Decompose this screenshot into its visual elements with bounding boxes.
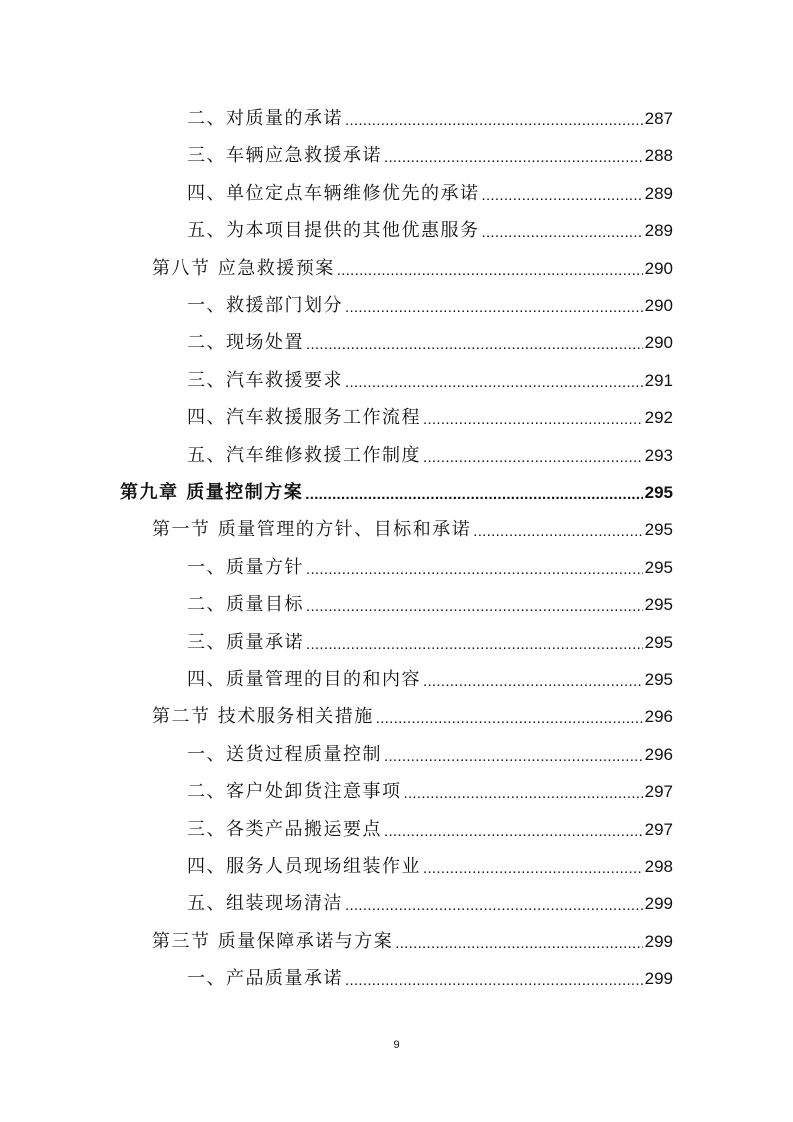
toc-item-entry[interactable] — [187, 143, 673, 169]
toc-entry-title: 三、汽车救援要求 — [187, 369, 343, 391]
toc-item-entry[interactable] — [187, 405, 673, 431]
toc-entry-title: 第八节 应急救援预案 — [152, 257, 335, 279]
toc-entry-title: 一、救援部门划分 — [187, 295, 343, 316]
toc-entry-page: 295 — [644, 483, 673, 502]
toc-entry-page: 298 — [644, 857, 673, 876]
dot-leader — [345, 895, 643, 917]
dot-leader — [473, 521, 642, 543]
page-number: 9 — [393, 1039, 400, 1051]
toc-entry-title: 第二节 技术服务相关措施 — [152, 706, 374, 728]
toc-item-entry[interactable] — [187, 181, 673, 207]
toc-item-entry[interactable] — [187, 854, 673, 880]
dot-leader — [423, 671, 643, 693]
toc-item-entry[interactable] — [187, 742, 673, 768]
toc-entry-page: 287 — [644, 109, 673, 128]
toc-entry-title: 五、为本项目提供的其他优惠服务 — [187, 220, 480, 242]
toc-entry-title: 三、质量承诺 — [187, 631, 304, 653]
toc-entry-page: 292 — [644, 408, 673, 428]
toc-entry-title: 四、单位定点车辆维修优先的承诺 — [187, 182, 480, 204]
dot-leader — [345, 372, 643, 394]
toc-entry-page: 289 — [644, 183, 673, 203]
toc-entry-title: 五、汽车维修救援工作制度 — [187, 444, 421, 466]
toc-entry-title: 二、质量目标 — [187, 594, 304, 616]
dot-leader — [305, 484, 642, 506]
toc-entry-page: 295 — [644, 557, 673, 577]
toc-section-entry[interactable] — [152, 256, 673, 282]
toc-entry-page: 295 — [644, 632, 673, 652]
toc-entry-page: 290 — [644, 296, 673, 315]
dot-leader — [404, 783, 643, 805]
toc-entry-title: 二、客户处卸货注意事项 — [187, 781, 402, 803]
toc-entry-page: 295 — [644, 670, 673, 689]
toc-entry-title: 第九章 质量控制方案 — [120, 482, 304, 503]
dot-leader — [423, 409, 643, 431]
dot-leader — [423, 858, 643, 880]
toc-entry-page: 290 — [644, 333, 673, 353]
toc-entry-page: 290 — [644, 258, 673, 278]
toc-item-entry[interactable] — [187, 368, 673, 394]
toc-item-entry[interactable] — [187, 106, 673, 132]
toc-entry-title: 五、组装现场清洁 — [187, 893, 343, 915]
toc-entry-title: 第三节 质量保障承诺与方案 — [152, 930, 394, 952]
toc-entry-page: 297 — [644, 782, 673, 802]
toc-chapter-entry[interactable] — [120, 480, 673, 506]
toc-entry-page: 289 — [644, 221, 673, 241]
toc-item-entry[interactable] — [187, 891, 673, 917]
toc-entry-title: 四、汽车救援服务工作流程 — [187, 407, 421, 429]
dot-leader — [345, 970, 643, 992]
toc-item-entry[interactable] — [187, 293, 673, 319]
toc-entry-title: 三、各类产品搬运要点 — [187, 818, 382, 840]
toc-entry-title: 二、对质量的承诺 — [187, 108, 343, 129]
toc-item-entry[interactable] — [187, 592, 673, 618]
dot-leader — [345, 110, 643, 132]
toc-entry-title: 一、质量方针 — [187, 556, 304, 578]
toc-entry-page: 299 — [644, 969, 673, 989]
dot-leader — [306, 559, 643, 581]
dot-leader — [376, 708, 643, 730]
toc-entry-title: 二、现场处置 — [187, 332, 304, 354]
toc-entry-page: 291 — [644, 370, 673, 390]
dot-leader — [395, 933, 642, 955]
toc-entry-title: 第一节 质量管理的方针、目标和承诺 — [152, 519, 472, 541]
toc-entry-page: 288 — [644, 146, 673, 166]
toc-entry-page: 295 — [644, 520, 673, 540]
toc-item-entry[interactable] — [187, 218, 673, 244]
toc-item-entry[interactable] — [187, 443, 673, 469]
dot-leader — [384, 147, 643, 169]
dot-leader — [384, 746, 643, 768]
toc-entry-page: 293 — [644, 445, 673, 465]
dot-leader — [306, 634, 643, 656]
dot-leader — [384, 821, 643, 843]
toc-entry-title: 一、送货过程质量控制 — [187, 743, 382, 765]
toc-entry-page: 297 — [644, 819, 673, 839]
toc-item-entry[interactable] — [187, 630, 673, 656]
toc-item-entry[interactable] — [187, 966, 673, 992]
toc-item-entry[interactable] — [187, 667, 673, 693]
toc-item-entry[interactable] — [187, 555, 673, 581]
toc-entry-title: 四、服务人员现场组装作业 — [187, 856, 421, 877]
toc-section-entry[interactable] — [152, 704, 673, 730]
toc-entry-title: 一、产品质量承诺 — [187, 968, 343, 990]
toc-entry-page: 299 — [644, 894, 673, 914]
toc-entry-title: 三、车辆应急救援承诺 — [187, 145, 382, 167]
toc-entry-page: 295 — [644, 595, 673, 615]
toc-entry-title: 四、质量管理的目的和内容 — [187, 669, 421, 690]
dot-leader — [345, 297, 643, 319]
toc-entry-page: 296 — [644, 744, 673, 764]
dot-leader — [306, 596, 643, 618]
toc-section-entry[interactable] — [152, 929, 673, 955]
toc-item-entry[interactable] — [187, 779, 673, 805]
toc-entry-page: 299 — [644, 931, 673, 951]
dot-leader — [337, 260, 643, 282]
dot-leader — [423, 447, 643, 469]
dot-leader — [482, 222, 643, 244]
dot-leader — [306, 334, 643, 356]
toc-section-entry[interactable] — [152, 517, 673, 543]
toc-item-entry[interactable] — [187, 330, 673, 356]
toc-entry-page: 296 — [644, 707, 673, 727]
toc-item-entry[interactable] — [187, 817, 673, 843]
dot-leader — [482, 185, 643, 207]
